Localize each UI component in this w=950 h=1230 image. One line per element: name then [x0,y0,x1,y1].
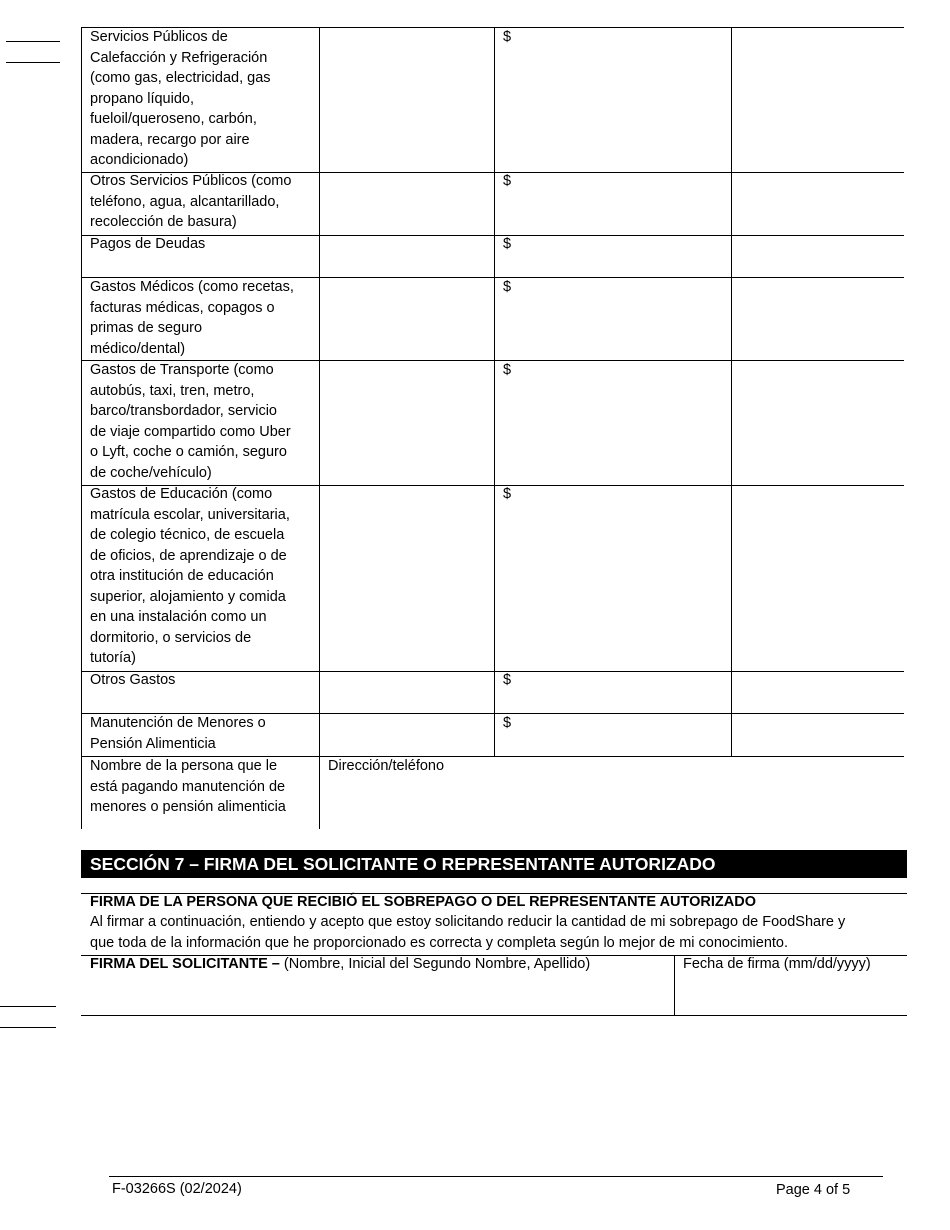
table-row-label: Pagos de Deudas [90,236,206,252]
page-number: Page 4 of 5 [776,1182,851,1198]
table-row-label: Gastos de Transporte (como autobús, taxi, tren, metro, barco/transbordador, servicio de viaje compartido como Uber o Lyft, coche o camión, seguro de coche/vehículo) [90,362,291,481]
amount-dollar-sign: $ [503,362,512,378]
verification-field[interactable] [732,236,904,277]
frequency-field[interactable] [320,486,494,671]
amount-field[interactable] [495,236,731,277]
signature-field[interactable] [82,976,673,1014]
table-row-label: Otros Gastos [90,672,176,688]
signature-label-bold: FIRMA DEL SOLICITANTE – [90,956,280,972]
table-row-label: Manutención de Menores o Pensión Alimenticia [90,715,266,752]
margin-mark [0,1006,56,1007]
signature-statement: Al firmar a continuación, entiendo y acepto que estoy solicitando reducir la cantidad de mi sobrepago de FoodShare y que toda de la información que he proporcionado es correcta y completa según lo mejor de mi conocimiento. [90,914,846,951]
amount-field[interactable] [495,672,731,713]
amount-dollar-sign: $ [503,672,512,688]
amount-dollar-sign: $ [503,236,512,252]
amount-field[interactable] [495,28,731,172]
frequency-field[interactable] [320,173,494,235]
amount-dollar-sign: $ [503,486,512,502]
frequency-field[interactable] [320,278,494,360]
signature-date-field[interactable] [675,976,906,1014]
section-7-header: SECCIÓN 7 – FIRMA DEL SOLICITANTE O REPRESENTANTE AUTORIZADO [81,850,907,878]
verification-field[interactable] [732,672,904,713]
amount-dollar-sign: $ [503,715,512,731]
amount-dollar-sign: $ [503,173,512,189]
verification-field[interactable] [732,715,904,756]
amount-dollar-sign: $ [503,29,512,45]
frequency-field[interactable] [320,715,494,756]
footer-rule [109,1176,883,1177]
verification-field[interactable] [732,362,904,485]
amount-field[interactable] [495,278,731,360]
verification-field[interactable] [732,486,904,671]
signature-date-label: Fecha de firma (mm/dd/yyyy) [683,956,871,972]
amount-field[interactable] [495,173,731,235]
frequency-field[interactable] [320,236,494,277]
amount-field[interactable] [495,486,731,671]
verification-field[interactable] [732,278,904,360]
address-phone-field[interactable] [320,778,904,828]
table-row-label: Gastos Médicos (como recetas, facturas médicas, copagos o primas de seguro médico/dental) [90,279,294,357]
payee-name-label: Nombre de la persona que le está pagando manutención de menores o pensión alimenticia [90,758,286,815]
verification-field[interactable] [732,173,904,235]
amount-field[interactable] [495,362,731,485]
form-number: F-03266S (02/2024) [112,1181,242,1197]
section-7-subtitle: FIRMA DE LA PERSONA QUE RECIBIÓ EL SOBREPAGO O DEL REPRESENTANTE AUTORIZADO [90,894,756,910]
signature-label-detail: (Nombre, Inicial del Segundo Nombre, Apellido) [279,956,591,972]
frequency-field[interactable] [320,362,494,485]
signature-label [90,954,590,975]
amount-field[interactable] [495,715,731,756]
table-row-label: Gastos de Educación (como matrícula escolar, universitaria, de colegio técnico, de escuela de oficios, de aprendizaje o de otra institución de educación superior, alojamiento y comida en una instalación como un dormitorio, o servicios de tutoría) [90,486,290,666]
frequency-field[interactable] [320,28,494,172]
frequency-field[interactable] [320,672,494,713]
table-row-label: Otros Servicios Públicos (como teléfono, agua, alcantarillado, recolección de basura) [90,173,292,230]
address-phone-label: Dirección/teléfono [328,758,445,774]
amount-dollar-sign: $ [503,279,512,295]
margin-mark [0,1027,56,1028]
table-row-label: Servicios Públicos de Calefacción y Refrigeración (como gas, electricidad, gas propano líquido, fueloil/queroseno, carbón, madera, recargo por aire acondicionado) [90,29,271,168]
verification-field[interactable] [732,28,904,172]
